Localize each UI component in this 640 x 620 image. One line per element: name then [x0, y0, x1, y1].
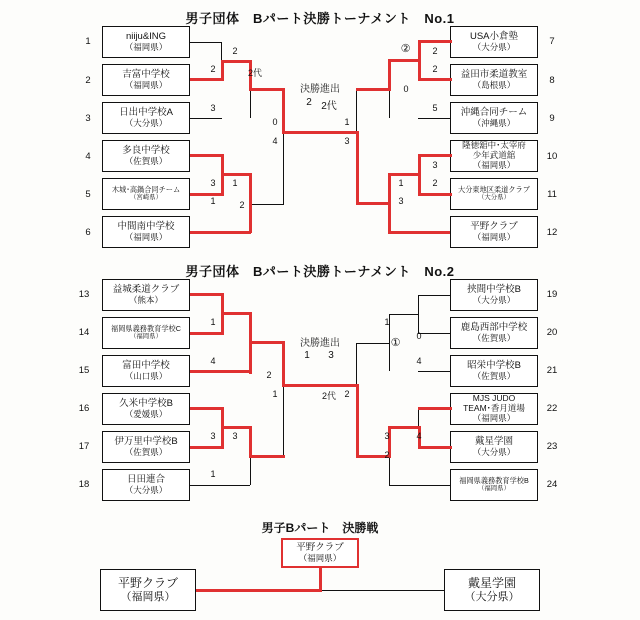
seed-number: 24: [546, 479, 558, 490]
winner-path: [190, 78, 224, 81]
team-pref: （山口県）: [124, 370, 168, 381]
seed-number: 4: [85, 151, 91, 162]
match-score: 3: [232, 431, 238, 441]
match-score: 0: [272, 117, 278, 127]
bracket-line: [356, 343, 390, 344]
team-pref: （佐賀県）: [472, 370, 516, 381]
team-pref: （大分県）: [124, 117, 168, 128]
team-box: [450, 431, 538, 463]
match-score: 1: [210, 469, 216, 479]
match-score: 2: [344, 389, 350, 399]
winner-path: [418, 40, 452, 43]
match-score: 1: [272, 389, 278, 399]
bracket-line: [389, 485, 450, 486]
team-box: [450, 469, 538, 501]
winner-path: [320, 131, 358, 134]
match-score: 4: [416, 431, 422, 441]
winner-path: [249, 455, 285, 458]
winner-path: [249, 426, 252, 457]
winner-path: [388, 59, 421, 62]
team-box: [102, 393, 190, 425]
match-score: 2: [432, 64, 438, 74]
match-score: 3: [210, 178, 216, 188]
bracket-line: [418, 371, 450, 372]
match-score: 1: [210, 317, 216, 327]
winner-path: [388, 173, 421, 176]
seed-number: 22: [546, 403, 558, 414]
match-score: 1: [384, 317, 390, 327]
team-name: 中間南中学校: [117, 220, 175, 232]
winner-path: [221, 426, 252, 429]
match-score: 3: [344, 136, 350, 146]
team-pref: （島根県）: [472, 79, 516, 90]
match-score: 2: [432, 178, 438, 188]
team-pref: （福岡県）: [120, 590, 176, 603]
team-pref: （熊本）: [128, 294, 163, 305]
team-pref: （沖縄県）: [472, 117, 516, 128]
team-box: [102, 431, 190, 463]
section-2-title: 男子団体 Bパート決勝トーナメント No.2: [185, 264, 455, 279]
team-name: 日田連合: [126, 473, 165, 485]
team-pref: （宮崎県）: [130, 194, 162, 202]
team-pref: （佐賀県）: [472, 332, 516, 343]
team-name: 戴星学園: [467, 575, 516, 590]
winner-path: [282, 384, 322, 387]
team-box: [102, 26, 190, 58]
team-pref: （佐賀県）: [124, 155, 168, 166]
seed-number: 11: [547, 189, 557, 200]
team-box: [450, 279, 538, 311]
team-name-2: 少年武道舘: [472, 150, 516, 161]
bracket-line: [190, 42, 222, 43]
team-box: [450, 355, 538, 387]
seed-number: 19: [546, 289, 558, 300]
match-score: 2代: [247, 68, 262, 78]
team-box: [102, 216, 190, 248]
winner-path: [249, 341, 285, 344]
team-box: [102, 178, 190, 210]
team-pref: （福岡県）: [478, 485, 510, 493]
winner-path: [418, 78, 452, 81]
match-score: 3: [432, 160, 438, 170]
bracket-line: [250, 204, 284, 205]
match-score: 2: [432, 46, 438, 56]
team-name: niiju&ING: [125, 30, 167, 42]
team-box: [450, 102, 538, 134]
winner-path: [282, 341, 285, 387]
team-name: 益田市柔道教室: [460, 68, 528, 80]
team-box: [450, 140, 538, 172]
seed-number: 10: [546, 151, 558, 162]
team-name: 戴星学園: [474, 435, 513, 447]
team-pref: （佐賀県）: [124, 446, 168, 457]
team-name: 久米中学校B: [119, 397, 173, 409]
advance-label: 決勝進出: [300, 338, 340, 349]
match-score: 3: [210, 431, 216, 441]
winner-path: [356, 202, 391, 205]
team-pref: （愛媛県）: [124, 408, 168, 419]
team-pref: （福岡県）: [472, 231, 516, 242]
team-box: [102, 469, 190, 501]
advance-score-left: 2: [306, 97, 312, 108]
section-1-title: 男子団体 Bパート決勝トーナメント No.1: [185, 11, 455, 26]
winner-path: [249, 88, 285, 91]
seed-number: 6: [85, 227, 91, 238]
bracket-line: [418, 118, 450, 119]
match-score: 4: [272, 136, 278, 146]
team-box: [450, 216, 538, 248]
winner-path: [190, 370, 251, 373]
team-name: 富田中学校: [122, 359, 170, 371]
match-score: 1: [210, 196, 216, 206]
seed-number: 2: [85, 75, 91, 86]
seed-number: 21: [546, 365, 558, 376]
winner-path: [221, 312, 252, 315]
match-score: 3: [398, 196, 404, 206]
team-box: [450, 26, 538, 58]
final-left-box: [100, 569, 196, 611]
seed-number: 16: [78, 403, 90, 414]
winner-path: [418, 407, 452, 410]
match-score: 2: [239, 200, 245, 210]
seed-number: 5: [85, 189, 91, 200]
team-box: [450, 178, 538, 210]
winner-path: [418, 446, 452, 449]
team-pref: （福岡県）: [124, 231, 168, 242]
team-name: 多良中学校: [122, 144, 170, 156]
team-pref: （福岡県）: [298, 552, 342, 563]
team-name: 隆徳舘中･太宰府: [462, 140, 526, 151]
winner-path: [418, 154, 452, 157]
team-box: [102, 317, 190, 349]
team-name: 日出中学校A: [119, 106, 173, 118]
winner-path: [221, 60, 252, 63]
bracket-line: [418, 295, 450, 296]
final-winner-box: [281, 538, 359, 568]
winner-path: [356, 384, 359, 458]
rank-circle: ②: [400, 43, 411, 55]
winner-path: [190, 407, 224, 410]
match-score: 2: [266, 370, 272, 380]
winner-path: [356, 88, 391, 91]
match-score: 1: [232, 178, 238, 188]
winner-path: [388, 426, 421, 429]
team-pref: （大分県）: [478, 194, 510, 202]
team-name: 伊万里中学校B: [114, 435, 178, 447]
seed-number: 3: [85, 113, 91, 124]
match-score: 2: [210, 64, 216, 74]
match-score: 3: [210, 103, 216, 113]
team-box: [102, 279, 190, 311]
seed-number: 9: [549, 113, 555, 124]
team-pref: （大分県）: [472, 41, 516, 52]
team-name-2: TEAM･香月道場: [463, 403, 525, 414]
team-box: [102, 102, 190, 134]
team-pref: （大分県）: [472, 294, 516, 305]
team-box: [102, 64, 190, 96]
team-pref: （福岡県）: [124, 41, 168, 52]
match-score: 2: [232, 46, 238, 56]
winner-path: [190, 446, 224, 449]
team-name: 平野クラブ: [117, 575, 178, 590]
winner-path: [196, 589, 322, 592]
winner-path: [190, 154, 224, 157]
team-box: [102, 140, 190, 172]
team-box: [450, 64, 538, 96]
rank-circle: ①: [390, 337, 401, 349]
team-name: 福岡県義務教育学校B: [459, 476, 529, 486]
advance-score-right: 3: [328, 350, 334, 361]
team-pref: （福岡県）: [472, 412, 516, 423]
match-score: 4: [210, 356, 216, 366]
advance-score-left: 1: [304, 350, 310, 361]
team-name: 沖縄合同チーム: [460, 106, 528, 118]
bracket-line: [190, 485, 250, 486]
team-name: 益城柔道クラブ: [112, 283, 180, 295]
seed-number: 15: [78, 365, 90, 376]
team-box: [450, 317, 538, 349]
seed-number: 12: [546, 227, 558, 238]
team-name: 大分東地区柔道クラブ: [458, 185, 530, 195]
winner-path: [221, 173, 252, 176]
match-score: 1: [398, 178, 404, 188]
winner-path: [388, 231, 450, 234]
team-pref: （福岡県）: [130, 333, 162, 341]
final-title: 男子Bパート 決勝戦: [261, 521, 379, 535]
winner-path: [356, 131, 359, 205]
winner-path: [418, 193, 452, 196]
winner-path: [282, 131, 322, 134]
match-score: 2: [384, 450, 390, 460]
team-pref: （福岡県）: [124, 79, 168, 90]
team-name: 鹿島西部中学校: [460, 321, 528, 333]
match-score: 2代: [321, 391, 336, 401]
advance-label: 決勝進出: [300, 84, 340, 95]
seed-number: 20: [546, 327, 558, 338]
winner-path: [190, 293, 224, 296]
advance-score-right: 2代: [321, 101, 337, 112]
winner-path: [388, 59, 391, 91]
team-box: [450, 393, 538, 425]
team-pref: （福岡県）: [472, 159, 516, 170]
match-score: 1: [344, 117, 350, 127]
team-pref: （大分県）: [472, 446, 516, 457]
team-pref: （大分県）: [464, 590, 520, 603]
match-score: 3: [384, 431, 390, 441]
team-pref: （大分県）: [124, 484, 168, 495]
team-box: [102, 355, 190, 387]
winner-path: [190, 332, 224, 335]
team-name: 平野クラブ: [470, 220, 518, 232]
bracket-line: [190, 118, 222, 119]
seed-number: 1: [85, 36, 91, 47]
winner-path: [190, 231, 251, 234]
winner-path: [221, 60, 224, 81]
match-score: 0: [416, 331, 422, 341]
match-score: 5: [432, 103, 438, 113]
seed-number: 7: [549, 36, 555, 47]
bracket-line: [389, 314, 419, 315]
final-right-box: [444, 569, 540, 611]
seed-number: 8: [549, 75, 555, 86]
team-name: MJS JUDO: [472, 393, 516, 404]
winner-path: [320, 384, 358, 387]
winner-path: [282, 88, 285, 134]
team-name: 挟間中学校B: [467, 283, 521, 295]
seed-number: 18: [78, 479, 90, 490]
seed-number: 13: [78, 289, 90, 300]
match-score: 0: [403, 84, 409, 94]
seed-number: 23: [546, 441, 558, 452]
team-name: 福岡県義務教育学校C: [111, 324, 181, 334]
match-score: 4: [416, 356, 422, 366]
team-name: 木城･高鍋合同チーム: [111, 185, 181, 195]
team-name: 吉富中学校: [122, 68, 170, 80]
team-name: 昭栄中学校B: [467, 359, 521, 371]
seed-number: 17: [78, 441, 90, 452]
team-name: 平野クラブ: [296, 541, 344, 553]
seed-number: 14: [78, 327, 90, 338]
winner-path: [319, 566, 322, 591]
team-name: USA小倉塾: [469, 30, 519, 42]
